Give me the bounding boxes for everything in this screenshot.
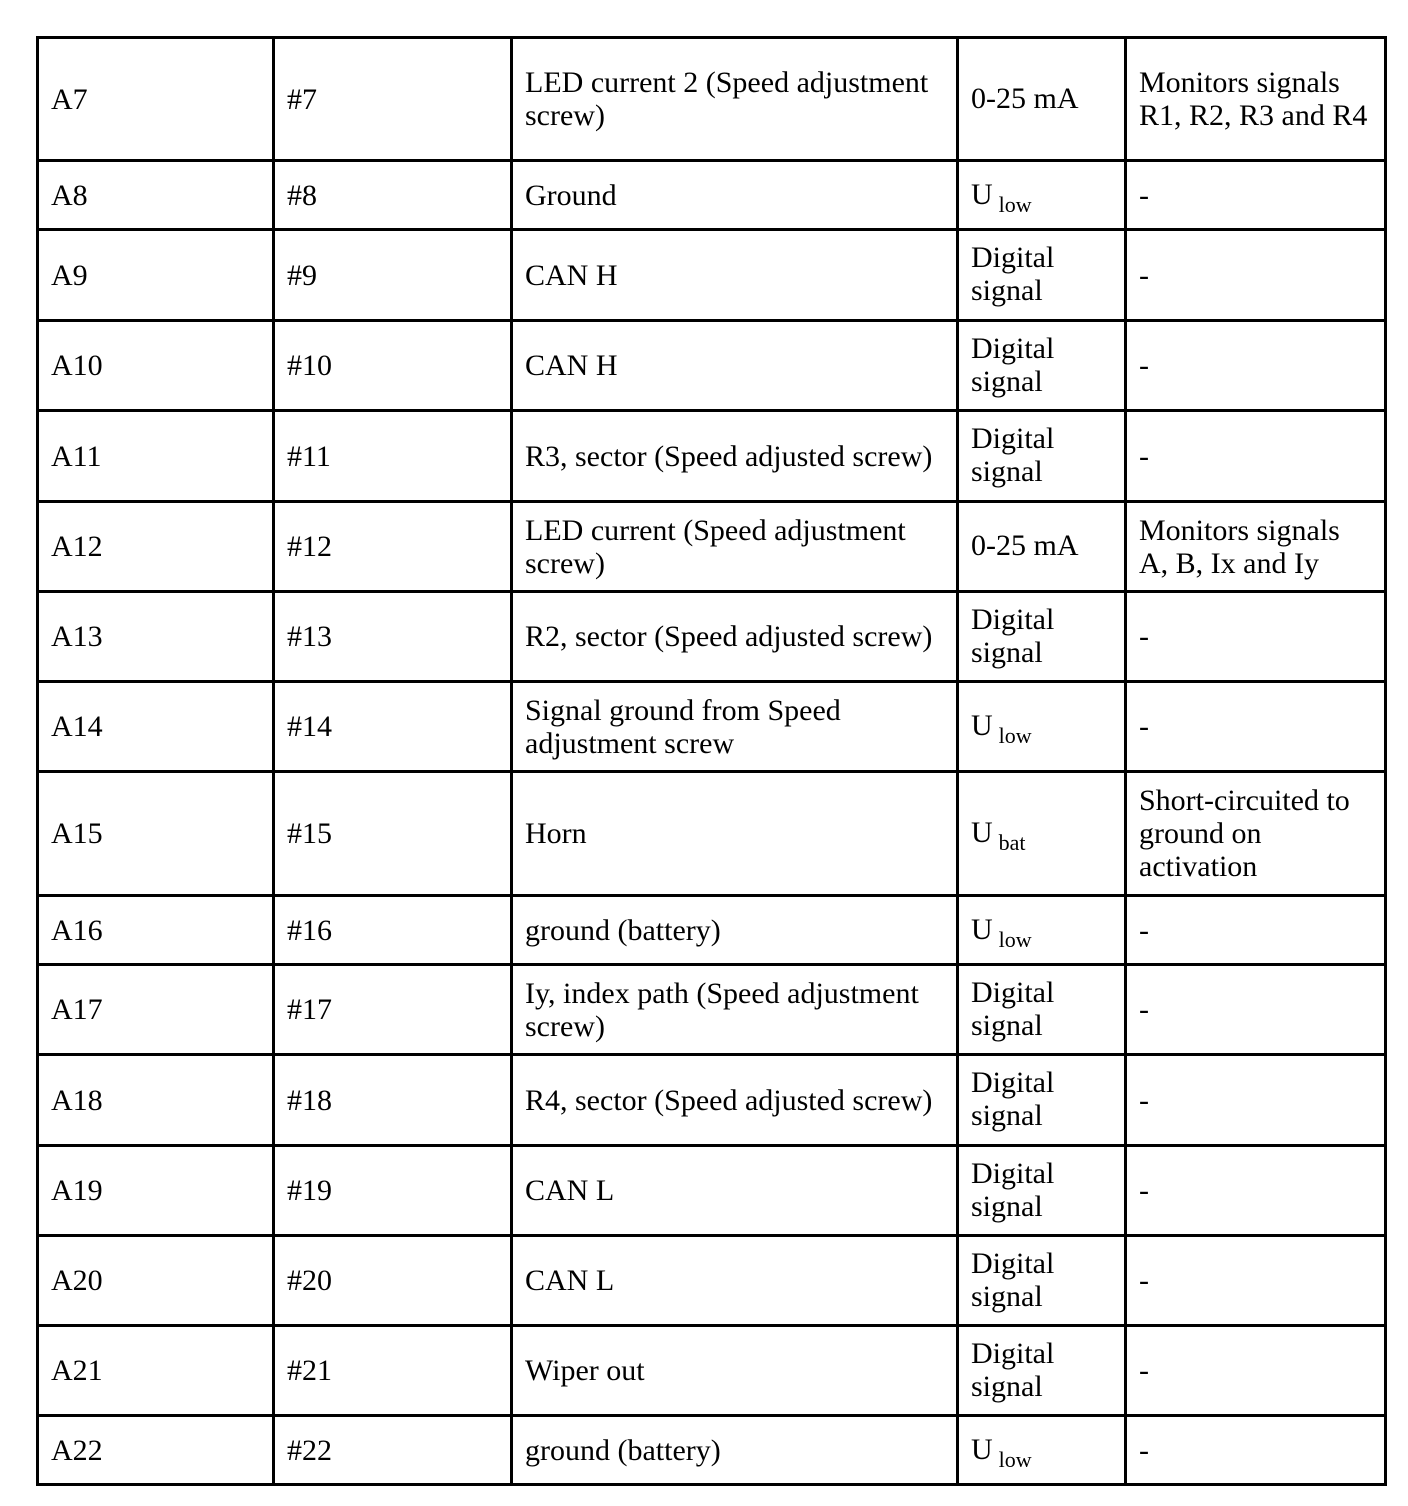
description-cell: ground (battery) [512,1416,958,1485]
value-text: Digital signal [971,1246,1055,1313]
description-cell: R4, sector (Speed adjusted screw) [512,1055,958,1146]
description-cell: R2, sector (Speed adjusted screw) [512,592,958,682]
description-cell: R3, sector (Speed adjusted screw) [512,411,958,502]
notes-cell: Monitors signals R1, R2, R3 and R4 [1126,38,1386,161]
pin-cell: A15 [38,772,274,896]
value-cell [958,1236,1126,1326]
value-text: Digital signal [971,331,1055,398]
pin-cell: A7 [38,38,274,161]
notes-cell: - [1126,1236,1386,1326]
table-row [38,38,1386,161]
table-row [38,896,1386,965]
ref-cell: #22 [274,1416,512,1485]
notes-cell: - [1126,896,1386,965]
ref-cell: #7 [274,38,512,161]
notes-cell: Short-circuited to ground on activation [1126,772,1386,896]
ref-cell: #13 [274,592,512,682]
description-cell: CAN H [512,321,958,411]
value-cell [958,230,1126,321]
value-text: Digital signal [971,1066,1055,1132]
pin-table-body [38,38,1386,1485]
pin-cell: A13 [38,592,274,682]
value-text: U [971,709,993,742]
ref-cell: #15 [274,772,512,896]
description-cell: LED current (Speed adjustment screw) [512,502,958,592]
value-cell [958,1055,1126,1146]
value-subscript: low [998,191,1032,217]
notes-cell: - [1126,1326,1386,1416]
description-cell: Horn [512,772,958,896]
pin-cell: A11 [38,411,274,502]
value-subscript: low [998,926,1032,952]
table-row [38,965,1386,1055]
ref-cell: #12 [274,502,512,592]
notes-cell: Monitors signals A, B, Ix and Iy [1126,502,1386,592]
ref-cell: #21 [274,1326,512,1416]
value-cell [958,896,1126,965]
description-cell: CAN L [512,1236,958,1326]
value-cell [958,965,1126,1055]
description-cell: Wiper out [512,1326,958,1416]
pin-cell: A22 [38,1416,274,1485]
value-cell [958,411,1126,502]
value-subscript: bat [998,830,1026,855]
ref-cell: #16 [274,896,512,965]
notes-cell: - [1126,1146,1386,1236]
table-row [38,321,1386,411]
ref-cell: #20 [274,1236,512,1326]
ref-cell: #17 [274,965,512,1055]
table-row [38,592,1386,682]
notes-cell: - [1126,161,1386,230]
description-cell: CAN H [512,230,958,321]
description-cell: Signal ground from Speed adjustment screw [512,682,958,772]
value-text: Digital signal [971,1336,1055,1403]
ref-cell: #8 [274,161,512,230]
table-row [38,1146,1386,1236]
value-text: U [971,1432,993,1466]
table-row [38,1416,1386,1485]
description-cell: CAN L [512,1146,958,1236]
table-row [38,161,1386,230]
ref-cell: #9 [274,230,512,321]
table-row [38,772,1386,896]
value-text: U [971,912,993,946]
pin-cell: A19 [38,1146,274,1236]
pin-cell: A9 [38,230,274,321]
ref-cell: #19 [274,1146,512,1236]
notes-cell: - [1126,321,1386,411]
value-text: U [971,816,993,849]
value-text: Digital signal [971,422,1055,488]
table-row [38,682,1386,772]
value-subscript: low [998,1446,1032,1472]
table-row [38,1236,1386,1326]
description-cell: Ground [512,161,958,230]
notes-cell: - [1126,1055,1386,1146]
notes-cell: - [1126,592,1386,682]
value-text: 0-25 mA [971,529,1079,562]
value-text: U [971,177,993,211]
pin-cell: A10 [38,321,274,411]
table-row [38,1326,1386,1416]
description-cell: ground (battery) [512,896,958,965]
value-text: Digital signal [971,975,1055,1042]
value-cell [958,1146,1126,1236]
value-text: Digital signal [971,602,1055,669]
table-row [38,230,1386,321]
value-cell [958,502,1126,592]
pin-cell: A14 [38,682,274,772]
notes-cell: - [1126,230,1386,321]
value-cell [958,592,1126,682]
notes-cell: - [1126,411,1386,502]
ref-cell: #18 [274,1055,512,1146]
value-cell [958,1416,1126,1485]
pin-cell: A16 [38,896,274,965]
value-text: Digital signal [971,1156,1055,1223]
value-cell [958,772,1126,896]
ref-cell: #10 [274,321,512,411]
value-cell [958,321,1126,411]
description-cell: Iy, index path (Speed adjustment screw) [512,965,958,1055]
pin-cell: A18 [38,1055,274,1146]
notes-cell: - [1126,1416,1386,1485]
value-cell [958,682,1126,772]
pin-cell: A20 [38,1236,274,1326]
pin-cell: A17 [38,965,274,1055]
table-row [38,411,1386,502]
notes-cell: - [1126,682,1386,772]
pin-cell: A12 [38,502,274,592]
ref-cell: #11 [274,411,512,502]
pin-cell: A8 [38,161,274,230]
ref-cell: #14 [274,682,512,772]
value-cell [958,161,1126,230]
notes-cell: - [1126,965,1386,1055]
description-cell: LED current 2 (Speed adjustment screw) [512,38,958,161]
value-cell [958,38,1126,161]
table-row [38,502,1386,592]
value-text: 0-25 mA [971,81,1079,115]
pin-cell: A21 [38,1326,274,1416]
value-subscript: low [998,723,1032,748]
value-text: Digital signal [971,241,1055,307]
value-cell [958,1326,1126,1416]
table-row [38,1055,1386,1146]
pin-assignment-table [36,36,1387,1486]
